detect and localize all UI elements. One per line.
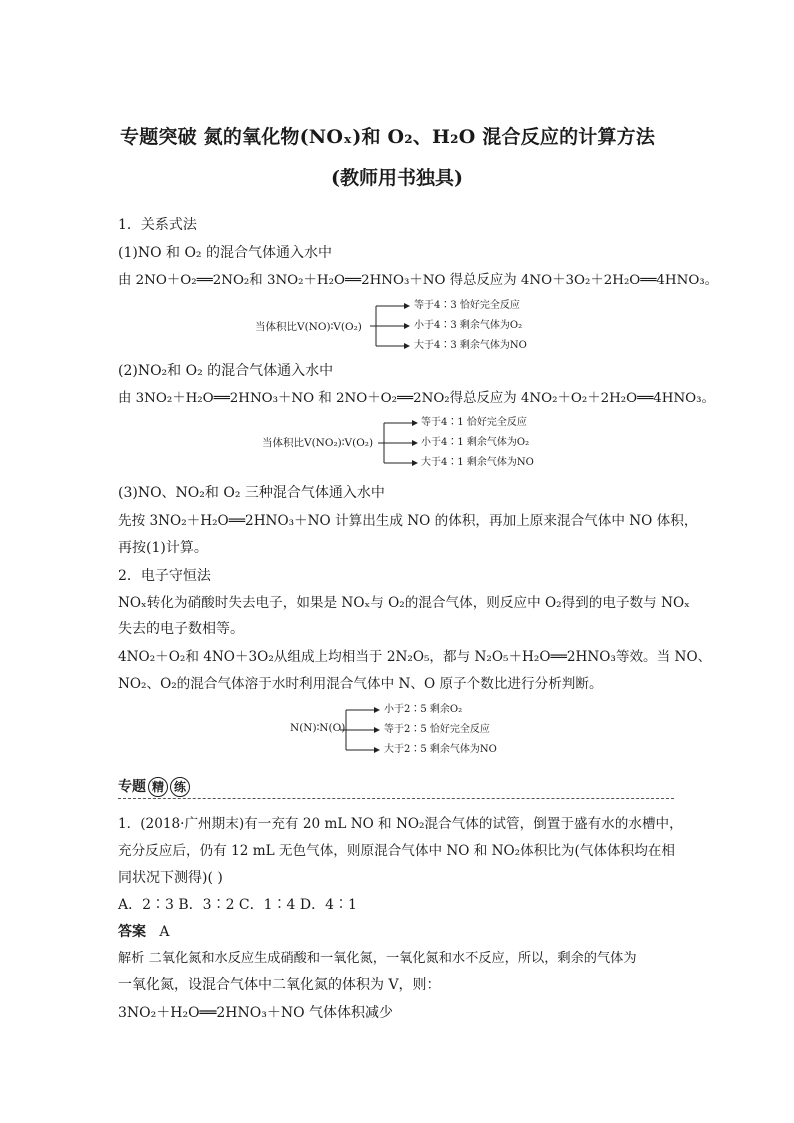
- diagram1-branch-greater: 大于4∶3 剩余气体为NO: [414, 340, 527, 351]
- analysis-line2: 一氧化氮，设混合气体中二氧化氮的体积为 V，则：: [118, 977, 441, 993]
- diagram1-branch-equal: 等于4∶3 恰好完全反应: [414, 300, 520, 311]
- diagram2-branch-greater: 大于4∶1 剩余气体为NO: [421, 457, 534, 468]
- diagram2-label: 当体积比V(NO₂)∶V(O₂): [262, 437, 374, 449]
- section1-sub2-heading: (2)NO₂和 O₂ 的混合气体通入水中: [118, 363, 334, 379]
- diagram2-branch-less: 小于4∶1 剩余气体为O₂: [421, 437, 530, 448]
- answer-row: [118, 923, 169, 941]
- page-title: 专题突破 氮的氧化物(NOₓ)和 O₂、H₂O 混合反应的计算方法: [120, 126, 656, 148]
- section1-sub3-line2: 再按(1)计算。: [118, 540, 208, 556]
- practice-badge-char-2: 练: [170, 777, 190, 797]
- section-divider: [118, 798, 674, 799]
- section2-line4: NO₂、O₂的混合气体溶于水时利用混合气体中 N、O 原子个数比进行分析判断。: [118, 676, 603, 692]
- answer-label: 答案: [118, 924, 146, 940]
- question-line2: 充分反应后，仍有 12 mL 无色气体，则原混合气体中 NO 和 NO₂体积比为(气体体积均在相: [118, 843, 675, 859]
- diagram3-branch-less: 小于2∶5 剩余O₂: [384, 704, 463, 715]
- practice-badge-prefix: 专题: [118, 779, 146, 795]
- section1-sub2-text: 由 3NO₂＋H₂O══2HNO₃＋NO 和 2NO＋O₂══2NO₂得总反应为 4NO₂＋O₂＋2H₂O══4HNO₃。: [118, 391, 715, 406]
- analysis-line3: 3NO₂＋H₂O══2HNO₃＋NO 气体体积减少: [118, 1005, 394, 1021]
- section2-line2: 失去的电子数相等。: [118, 621, 244, 637]
- question-line3: 同状况下测得)( ): [118, 870, 223, 886]
- diagram3-branch-equal: 等于2∶5 恰好完全反应: [384, 724, 490, 735]
- section1-sub3-line1: 先按 3NO₂＋H₂O══2HNO₃＋NO 计算出生成 NO 的体积，再加上原来混合气体中 NO 体积，: [118, 513, 698, 529]
- section1-sub1-heading: (1)NO 和 O₂ 的混合气体通入水中: [118, 245, 332, 261]
- section2-heading: 2．电子守恒法: [118, 568, 211, 584]
- practice-badge: [118, 776, 190, 796]
- diagram1-branch-less: 小于4∶3 剩余气体为O₂: [414, 320, 523, 331]
- answer-value: A: [159, 924, 170, 940]
- diagram1-bracket: [370, 302, 410, 352]
- diagram3-bracket: [340, 706, 380, 756]
- question-options: A．2∶3 B．3∶2 C．1∶4 D．4∶1: [118, 897, 357, 913]
- diagram3-branch-greater: 大于2∶5 剩余气体为NO: [384, 744, 497, 755]
- practice-badge-char-1: 精: [148, 777, 168, 797]
- diagram2-branch-equal: 等于4∶1 恰好完全反应: [421, 417, 527, 428]
- question-line1: 1．(2018·广州期末)有一充有 20 mL NO 和 NO₂混合气体的试管，倒置于盛有水的水槽中，: [118, 816, 683, 832]
- section2-line1: NOₓ转化为硝酸时失去电子，如果是 NOₓ与 O₂的混合气体，则反应中 O₂得到的电子数与 NOₓ: [118, 595, 690, 611]
- section2-line3: 4NO₂＋O₂和 4NO＋3O₂从组成上均相当于 2N₂O₅，都与 N₂O₅＋H₂O══2HNO₃等效。当 NO、: [118, 649, 712, 665]
- section1-heading: 1．关系式法: [118, 217, 197, 233]
- section1-sub1-text: 由 2NO＋O₂══2NO₂和 3NO₂＋H₂O══2HNO₃＋NO 得总反应为 4NO＋3O₂＋2H₂O══4HNO₃。: [118, 273, 719, 288]
- diagram1-label: 当体积比V(NO)∶V(O₂): [255, 321, 362, 333]
- page-subtitle: (教师用书独具): [331, 167, 463, 189]
- diagram3-label: N(N)∶N(O): [290, 722, 346, 734]
- diagram2-bracket: [378, 419, 418, 469]
- analysis-line1: 解析 二氧化氮和水反应生成硝酸和一氧化氮，一氧化氮和水不反应，所以，剩余的气体为: [118, 951, 637, 966]
- section1-sub3-heading: (3)NO、NO₂和 O₂ 三种混合气体通入水中: [118, 485, 385, 501]
